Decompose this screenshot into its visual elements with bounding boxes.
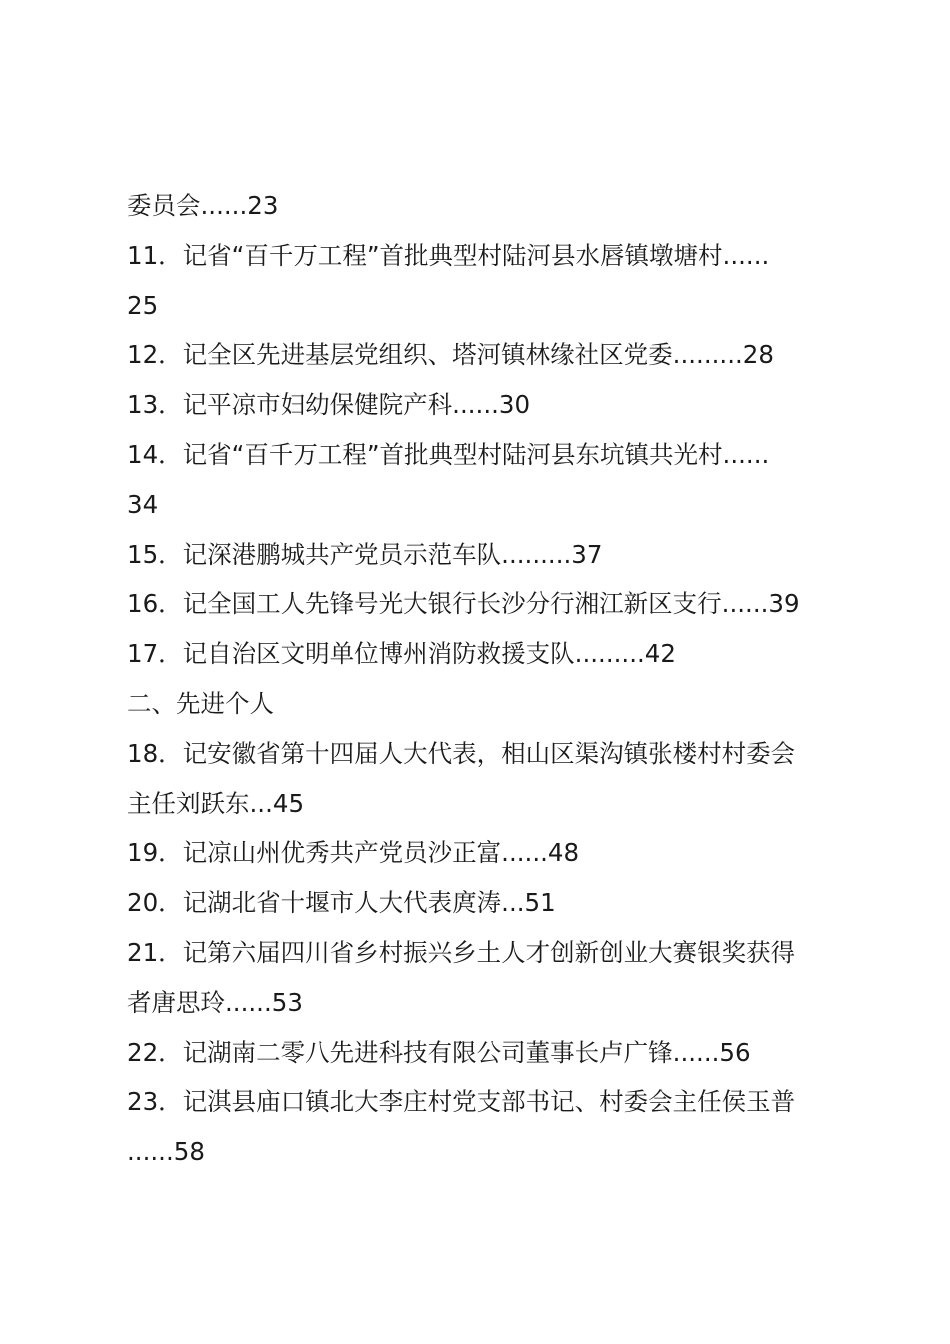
toc-line: 25 bbox=[127, 290, 159, 320]
table-of-contents bbox=[127, 181, 833, 1177]
toc-line: 19．记凉山州优秀共产党员沙正富......48 bbox=[127, 838, 580, 868]
toc-line: 14．记省“百千万工程”首批典型村陆河县东坑镇共光村...... bbox=[127, 439, 770, 469]
toc-line: ......58 bbox=[127, 1137, 205, 1167]
toc-line: 22．记湖南二零八先进科技有限公司董事长卢广锋......56 bbox=[127, 1037, 751, 1067]
toc-line: 17．记自治区文明单位博州消防救援支队.........42 bbox=[127, 639, 676, 669]
toc-line: 11．记省“百千万工程”首批典型村陆河县水唇镇墩塘村...... bbox=[127, 240, 770, 270]
toc-line: 委员会......23 bbox=[127, 191, 279, 220]
toc-line: 12．记全区先进基层党组织、塔河镇林缘社区党委.........28 bbox=[127, 340, 774, 370]
toc-line: 20．记湖北省十堰市人大代表庹涛...51 bbox=[127, 888, 556, 918]
toc-line: 者唐思玲......53 bbox=[127, 987, 303, 1017]
toc-line: 15．记深港鹏城共产党员示范车队.........37 bbox=[127, 539, 603, 569]
toc-line: 21．记第六届四川省乡村振兴乡土人才创新创业大赛银奖获得 bbox=[127, 937, 796, 967]
toc-line: 18．记安徽省第十四届人大代表，相山区渠沟镇张楼村村委会 bbox=[127, 738, 796, 768]
toc-line: 16．记全国工人先锋号光大银行长沙分行湘江新区支行......39 bbox=[127, 589, 800, 619]
toc-line: 34 bbox=[127, 489, 159, 519]
section-heading: 二、先进个人 bbox=[127, 688, 274, 718]
toc-line: 13．记平凉市妇幼保健院产科......30 bbox=[127, 390, 531, 420]
toc-line: 23．记淇县庙口镇北大李庄村党支部书记、村委会主任侯玉普 bbox=[127, 1087, 796, 1117]
toc-line: 主任刘跃东...45 bbox=[127, 788, 305, 818]
